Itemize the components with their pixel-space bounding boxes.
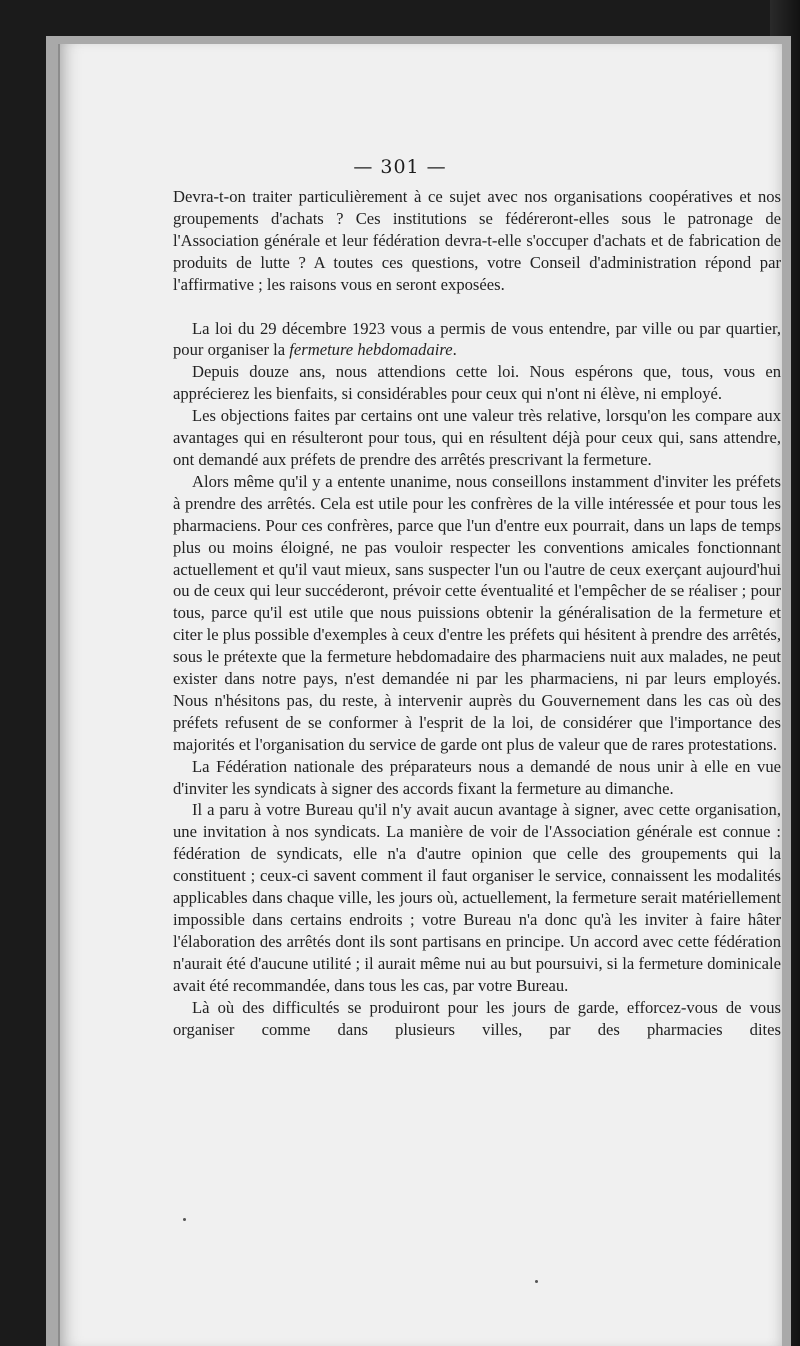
paragraph: Alors même qu'il y a entente unanime, nous conseillons instamment d'inviter les préfets à prendre des arrêtés. Cela est utile pour les confrères de la ville intéressée et pour tous les pharmaciens. Pour ces confrères, parce que l'un d'entre eux pourrait, dans un laps de temps plus ou moins éloigné, ne pas vouloir respecter les conventions amicales fonctionnant actuellement et qu'il vaut mieux, sans suspecter l'un ou l'autre de ceux exerçant aujourd'hui ou de ceux qui leur succéderont, prévoir cette éventualité et l'empêcher de se réaliser ; pour tous, parce qu'il est utile que nous puissions obtenir la généralisation de la fermeture et citer le plus possible d'exemples à ceux d'entre les préfets qui hésitent à prendre des arrêtés, sous le prétexte que la fermeture hebdomadaire des pharmaciens nuit aux malades, ne peut exister dans notre pays, n'est demandée ni par les pharmaciens, ni par leurs employés. Nous n'hésitons pas, du reste, à intervenir auprès du Gouvernement dans les cas où des préfets refusent de se conformer à l'esprit de la loi, de considérer que l'importance des majorités et l'organisation du service de garde ont plus de valeur que de rares protestations. bbox=[173, 471, 781, 754]
paragraph: Les objections faites par certains ont une valeur très relative, lorsqu'on les compare aux avantages qui en résulteront pour tous, qui en résultent déjà pour ceux qui, sans attendre, ont demandé aux préfets de prendre des arrêtés prescrivant la fermeture. bbox=[173, 406, 781, 469]
speck bbox=[535, 1280, 538, 1283]
paragraph: Devra-t-on traiter particulièrement à ce sujet avec nos organisations coopératives et nos groupements d'achats ? Ces institutions se fédéreront-elles sous le patronage de l'Association générale et leur fédération devra-t-elle s'occuper d'achats et de fabrication de produits de lutte ? A toutes ces questions, votre Conseil d'administration répond par l'affirmative ; les raisons vous en seront exposées. bbox=[173, 187, 781, 294]
paragraph: Depuis douze ans, nous attendions cette loi. Nous espérons que, tous, vous en apprécierez les bienfaits, si considérables pour ceux qui n'ont ni élève, ni employé. bbox=[173, 362, 781, 404]
emphasis: fermeture hebdomadaire bbox=[289, 340, 453, 360]
page-number: — 301 — bbox=[353, 156, 447, 178]
paragraph: Il a paru à votre Bureau qu'il n'y avait aucun avantage à signer, avec cette organisation, une invitation à nos syndicats. La manière de voir de l'Association générale est connue : fédération de syndicats, elle n'a d'autre opinion que celle des groupements qui la constituent ; ceux-ci savent comment il faut organiser le service, connaissent les modalités applicables dans chaque ville, les jours où, actuellement, la fermeture serait matériellement impossible dans certains endroits ; votre Bureau n'a donc qu'à les inviter à faire hâter l'élaboration des arrêtés dont ils sont partisans en principe. Un accord avec cette fédération n'aurait été d'aucune utilité ; il aurait même nui au but poursuivi, si la fermeture dominicale avait été recommandée, dans tous les cas, par votre Bureau. bbox=[173, 800, 781, 995]
paragraph: La Fédération nationale des préparateurs nous a demandé de nous unir à elle en vue d'inviter les syndicats à signer des accords fixant la fermeture au dimanche. bbox=[173, 756, 781, 798]
paragraph: Là où des difficultés se produiront pour les jours de garde, efforcez-vous de vous organiser comme dans plusieurs villes, par des pharmacies dites bbox=[173, 997, 781, 1039]
body-text bbox=[173, 186, 781, 1040]
paragraph: La loi du 29 décembre 1923 vous a permis de vous entendre, par ville ou par quartier, pour organiser la fermeture hebdomadaire. bbox=[173, 318, 781, 360]
speck bbox=[183, 1218, 186, 1221]
